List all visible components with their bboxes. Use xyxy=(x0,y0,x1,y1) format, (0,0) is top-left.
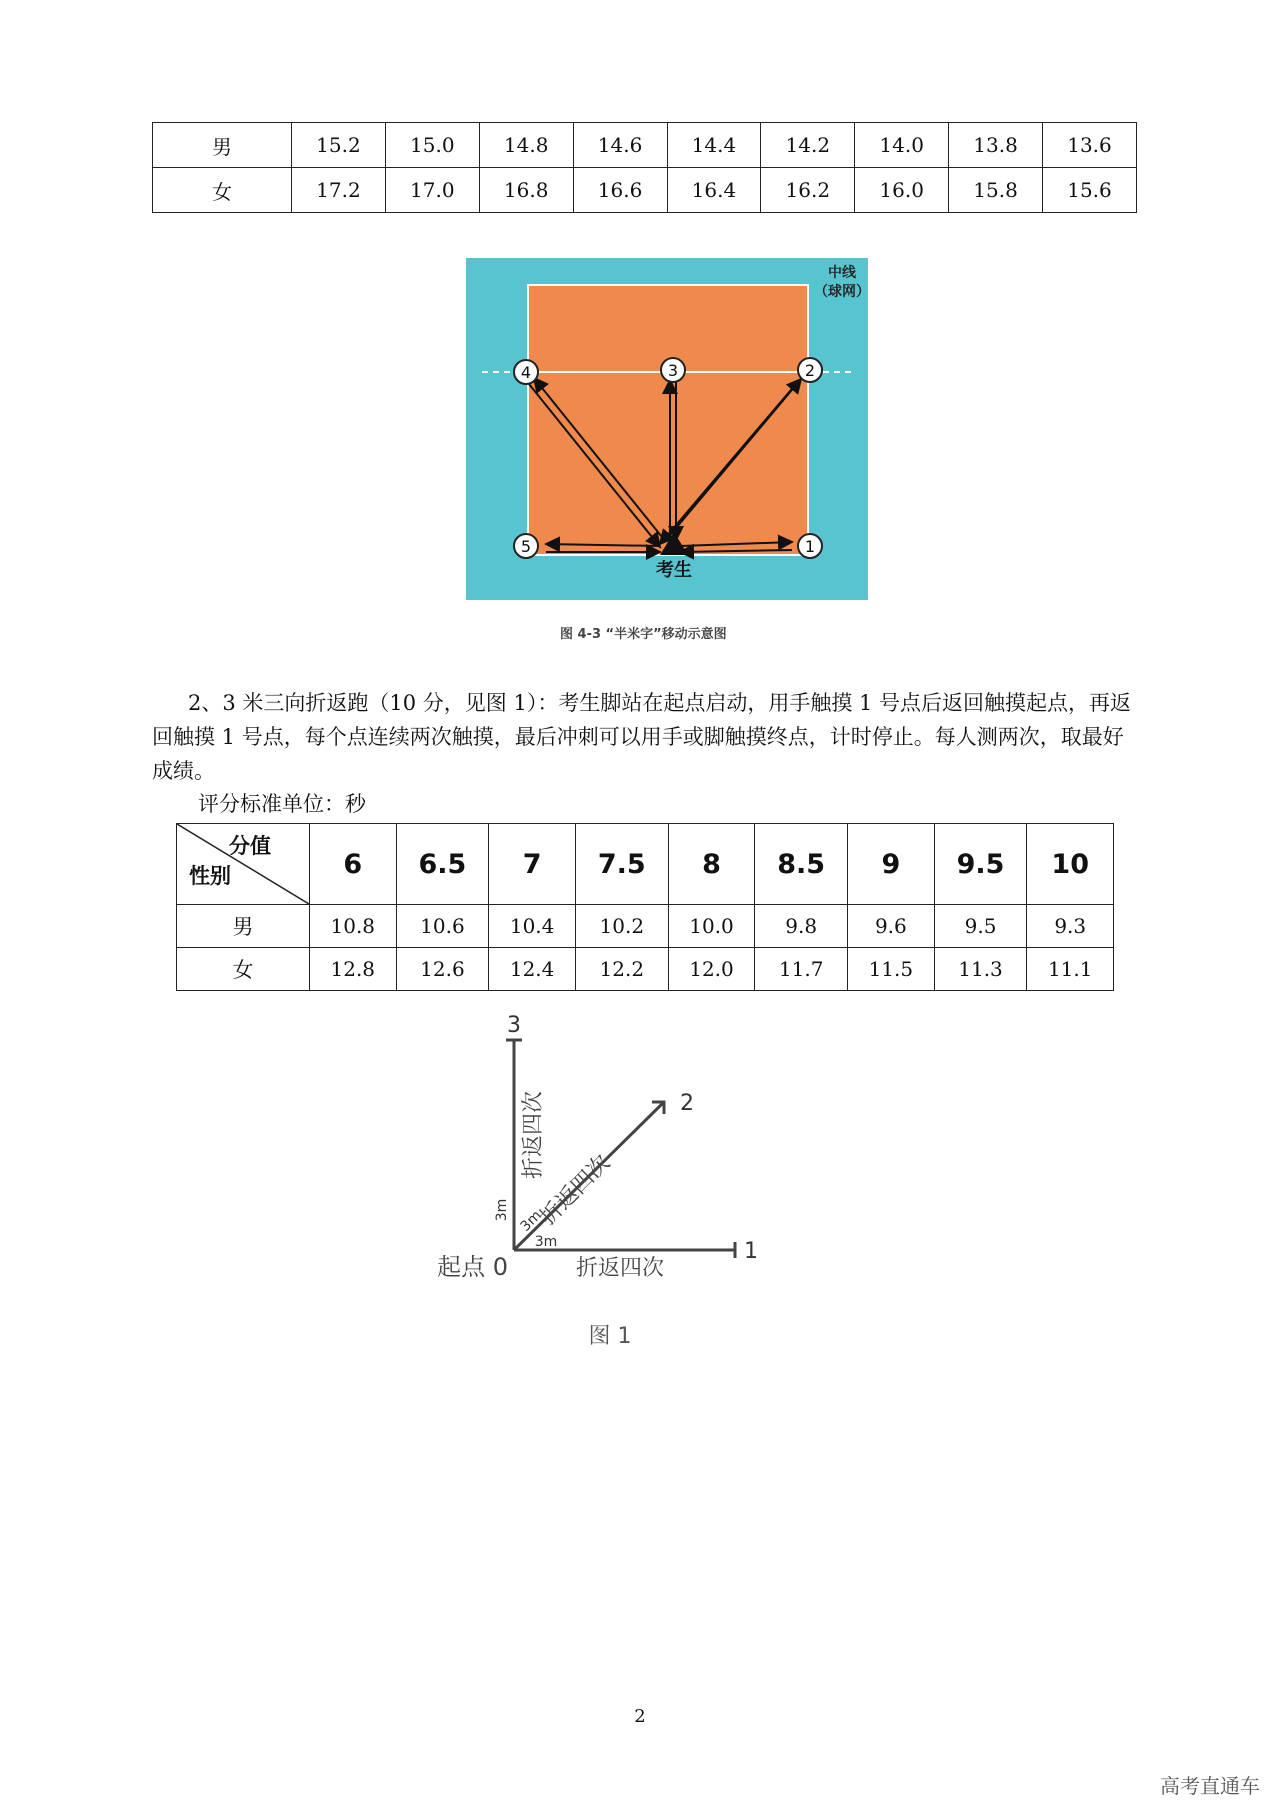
table-cell: 10.2 xyxy=(575,905,668,948)
score-header: 6 xyxy=(310,824,397,905)
watermark: 高考直通车 xyxy=(1160,1774,1260,1798)
table-cell: 10.4 xyxy=(489,905,576,948)
diagonal-header-cell xyxy=(177,824,310,905)
table-header-row xyxy=(177,824,1114,905)
svg-text:5: 5 xyxy=(520,537,532,556)
net-label: （球网） xyxy=(814,284,870,300)
score-header: 10 xyxy=(1027,824,1114,905)
table-row xyxy=(177,905,1114,948)
table-cell: 12.6 xyxy=(396,948,489,991)
table-cell: 14.8 xyxy=(479,123,573,168)
centerline-label: 中线 xyxy=(828,265,856,281)
page-number: 2 xyxy=(634,1706,646,1727)
point-5 xyxy=(514,534,538,558)
table-cell: 15.0 xyxy=(385,123,479,168)
point-1-label: 1 xyxy=(744,1239,758,1264)
point-2-label: 2 xyxy=(680,1091,694,1116)
table-cell: 14.0 xyxy=(855,123,949,168)
score-header: 7.5 xyxy=(575,824,668,905)
table-cell: 16.8 xyxy=(479,168,573,213)
table-cell: 12.0 xyxy=(668,948,755,991)
table-cell: 12.8 xyxy=(310,948,397,991)
row-label: 男 xyxy=(153,123,292,168)
table-cell: 11.3 xyxy=(934,948,1027,991)
score-header: 8.5 xyxy=(755,824,848,905)
score-header: 7 xyxy=(489,824,576,905)
figure-caption: 图 4-3 “半米字”移动示意图 xyxy=(560,627,727,642)
section-paragraph: 2、3 米三向折返跑（10 分，见图 1）：考生脚站在起点启动，用手触摸 1 号点后返回触摸起点，再返回触摸 1 号点，每个点连续两次触摸，最后冲刺可以用手或脚触摸终点，计时停止。每人测两次，取最好成绩。 xyxy=(152,691,1132,783)
table-cell: 9.8 xyxy=(755,905,848,948)
table-cell: 16.4 xyxy=(667,168,761,213)
table-cell: 9.5 xyxy=(934,905,1027,948)
point-2 xyxy=(798,358,822,382)
table-cell: 10.6 xyxy=(396,905,489,948)
table-cell: 14.2 xyxy=(761,123,855,168)
table-cell: 15.6 xyxy=(1043,168,1137,213)
point-4 xyxy=(514,360,538,384)
row-label: 女 xyxy=(153,168,292,213)
row-label: 男 xyxy=(177,905,310,948)
row-label: 女 xyxy=(177,948,310,991)
table-cell: 14.4 xyxy=(667,123,761,168)
table-cell: 16.2 xyxy=(761,168,855,213)
score-table-2 xyxy=(176,823,1114,991)
table-cell: 10.0 xyxy=(668,905,755,948)
x-turn-label: 折返四次 xyxy=(575,1256,665,1281)
table-cell: 11.7 xyxy=(755,948,848,991)
table-cell: 12.4 xyxy=(489,948,576,991)
point-3-label: 3 xyxy=(507,1013,521,1038)
examinee-label: 考生 xyxy=(656,560,692,581)
movement-diagram xyxy=(440,250,880,650)
table-cell: 16.0 xyxy=(855,168,949,213)
diagonal-turn-label: 折返四次 xyxy=(535,1150,616,1231)
table-row xyxy=(177,948,1114,991)
table-cell: 15.8 xyxy=(949,168,1043,213)
table-row xyxy=(153,123,1137,168)
header-gender-label: 性别 xyxy=(189,864,231,888)
y-turn-label: 折返四次 xyxy=(521,1090,546,1180)
shuttle-run-diagram xyxy=(410,1010,770,1360)
table-cell: 16.6 xyxy=(573,168,667,213)
table-cell: 11.1 xyxy=(1027,948,1114,991)
table-cell: 17.2 xyxy=(292,168,386,213)
score-header: 8 xyxy=(668,824,755,905)
svg-text:2: 2 xyxy=(804,361,816,380)
score-table-1 xyxy=(152,122,1137,213)
point-1 xyxy=(798,534,822,558)
table-cell: 14.6 xyxy=(573,123,667,168)
table-cell: 15.2 xyxy=(292,123,386,168)
score-header: 6.5 xyxy=(396,824,489,905)
table-cell: 11.5 xyxy=(848,948,935,991)
svg-text:3: 3 xyxy=(667,361,679,380)
point-3 xyxy=(661,358,685,382)
y-distance-label: 3m xyxy=(494,1198,510,1222)
score-header: 9 xyxy=(848,824,935,905)
table-row xyxy=(153,168,1137,213)
unit-label: 评分标准单位：秒 xyxy=(198,792,366,816)
diagonal-distance-label: 3m xyxy=(517,1207,545,1235)
table-cell: 13.6 xyxy=(1043,123,1137,168)
svg-text:1: 1 xyxy=(804,537,816,556)
table-cell: 9.3 xyxy=(1027,905,1114,948)
table-cell: 12.2 xyxy=(575,948,668,991)
x-distance-label: 3m xyxy=(534,1234,558,1250)
table-cell: 9.6 xyxy=(848,905,935,948)
svg-text:4: 4 xyxy=(520,363,532,382)
score-header: 9.5 xyxy=(934,824,1027,905)
start-label: 起点 0 xyxy=(437,1253,508,1281)
table-cell: 17.0 xyxy=(385,168,479,213)
figure-1-caption: 图 1 xyxy=(588,1324,632,1349)
header-score-label: 分值 xyxy=(229,834,271,858)
table-cell: 13.8 xyxy=(949,123,1043,168)
table-cell: 10.8 xyxy=(310,905,397,948)
